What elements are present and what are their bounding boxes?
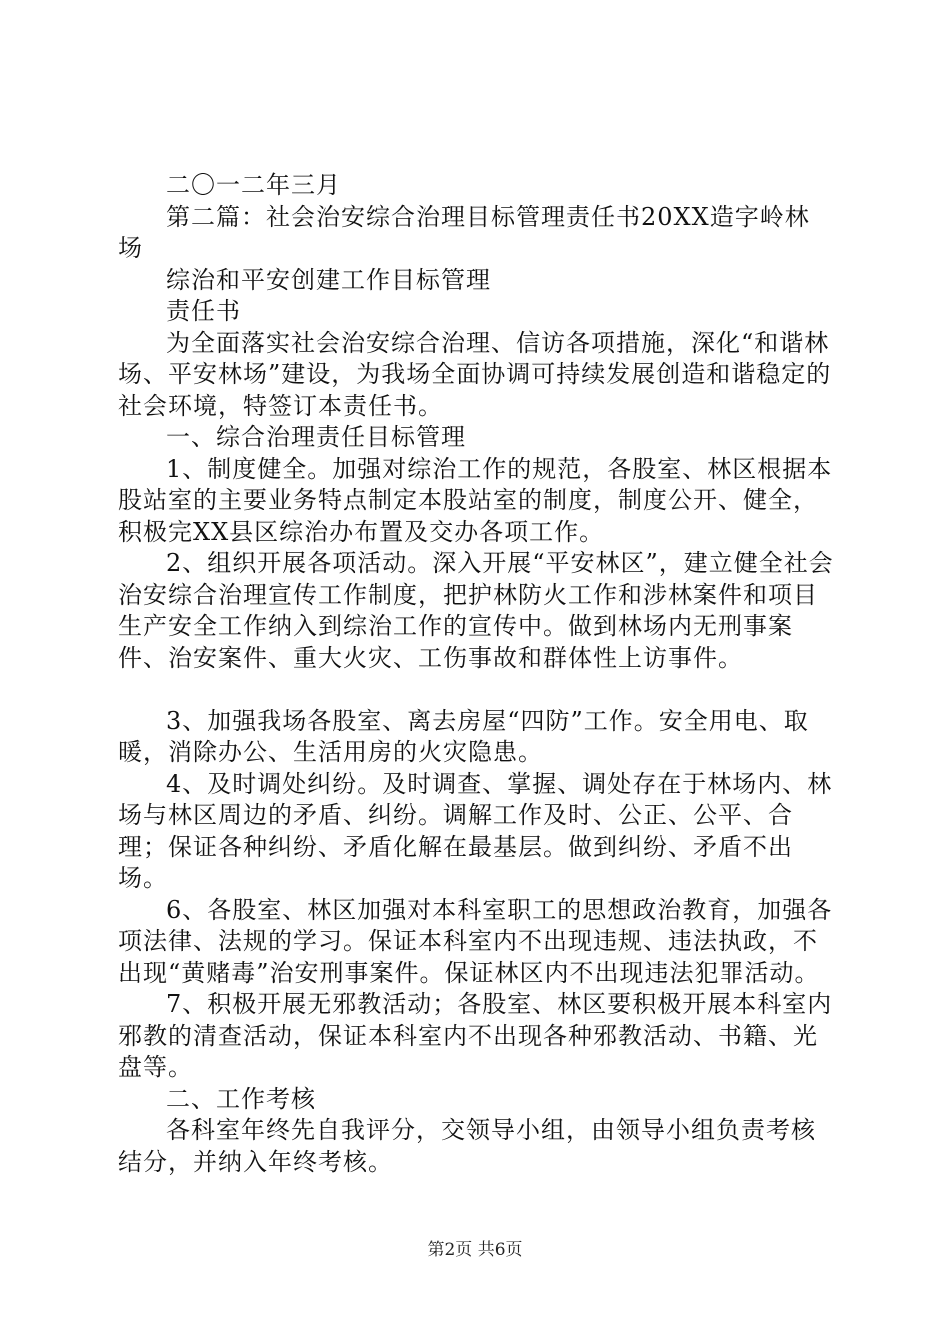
blank-line — [118, 674, 834, 706]
body-paragraph: 7、积极开展无邪教活动；各股室、林区要积极开展本科室内邪教的清查活动，保证本科室内不出现各种邪教活动、书籍、光盘等。 — [118, 990, 833, 1081]
subtitle-line: 综治和平安创建工作目标管理 — [166, 265, 491, 294]
body-paragraph: 6、各股室、林区加强对本科室职工的思想政治教育，加强各项法律、法规的学习。保证本科室内不出现违规、违法执政，不出现“黄赌毒”治安刑事案件。保证林区内不出现违法犯罪活动。 — [118, 895, 833, 987]
document-body — [118, 170, 834, 1178]
date-line: 二〇一二年三月 — [166, 171, 341, 199]
body-paragraph: 1、制度健全。加强对综治工作的规范，各股室、林区根据本股站室的主要业务特点制定本股站室的制度，制度公开、健全，积极完XX县区综治办布置及交办各项工作。 — [118, 454, 833, 546]
subtitle-line: 责任书 — [166, 297, 241, 325]
body-paragraph: 为全面落实社会治安综合治理、信访各项措施，深化“和谐林场、平安林场”建设，为我场全面协调可持续发展创造和谐稳定的社会环境，特签订本责任书。 — [118, 328, 832, 420]
body-paragraph: 3、加强我场各股室、离去房屋“四防”工作。安全用电、取暖，消除办公、生活用房的火灾隐患。 — [118, 706, 809, 766]
section-heading: 第二篇：社会治安综合治理目标管理责任书20XX造字岭林场 — [118, 202, 810, 262]
body-paragraph: 4、及时调处纠纷。及时调查、掌握、调处存在于林场内、林场与林区周边的矛盾、纠纷。调解工作及时、公正、公平、合理；保证各种纠纷、矛盾化解在最基层。做到纠纷、矛盾不出场。 — [118, 769, 833, 892]
body-paragraph: 各科室年终先自我评分，交领导小组，由领导小组负责考核结分，并纳入年终考核。 — [118, 1116, 816, 1176]
page-number-footer: 第2页 共6页 — [427, 1240, 523, 1260]
section-heading: 一、综合治理责任目标管理 — [166, 423, 466, 451]
body-paragraph: 2、组织开展各项活动。深入开展“平安林区”，建立健全社会治安综合治理宣传工作制度，把护林防火工作和涉林案件和项目生产安全工作纳入到综治工作的宣传中。做到林场内无刑事案件、治安案件、重大火灾、工伤事故和群体性上访事件。 — [118, 549, 834, 672]
section-heading: 二、工作考核 — [166, 1084, 316, 1113]
